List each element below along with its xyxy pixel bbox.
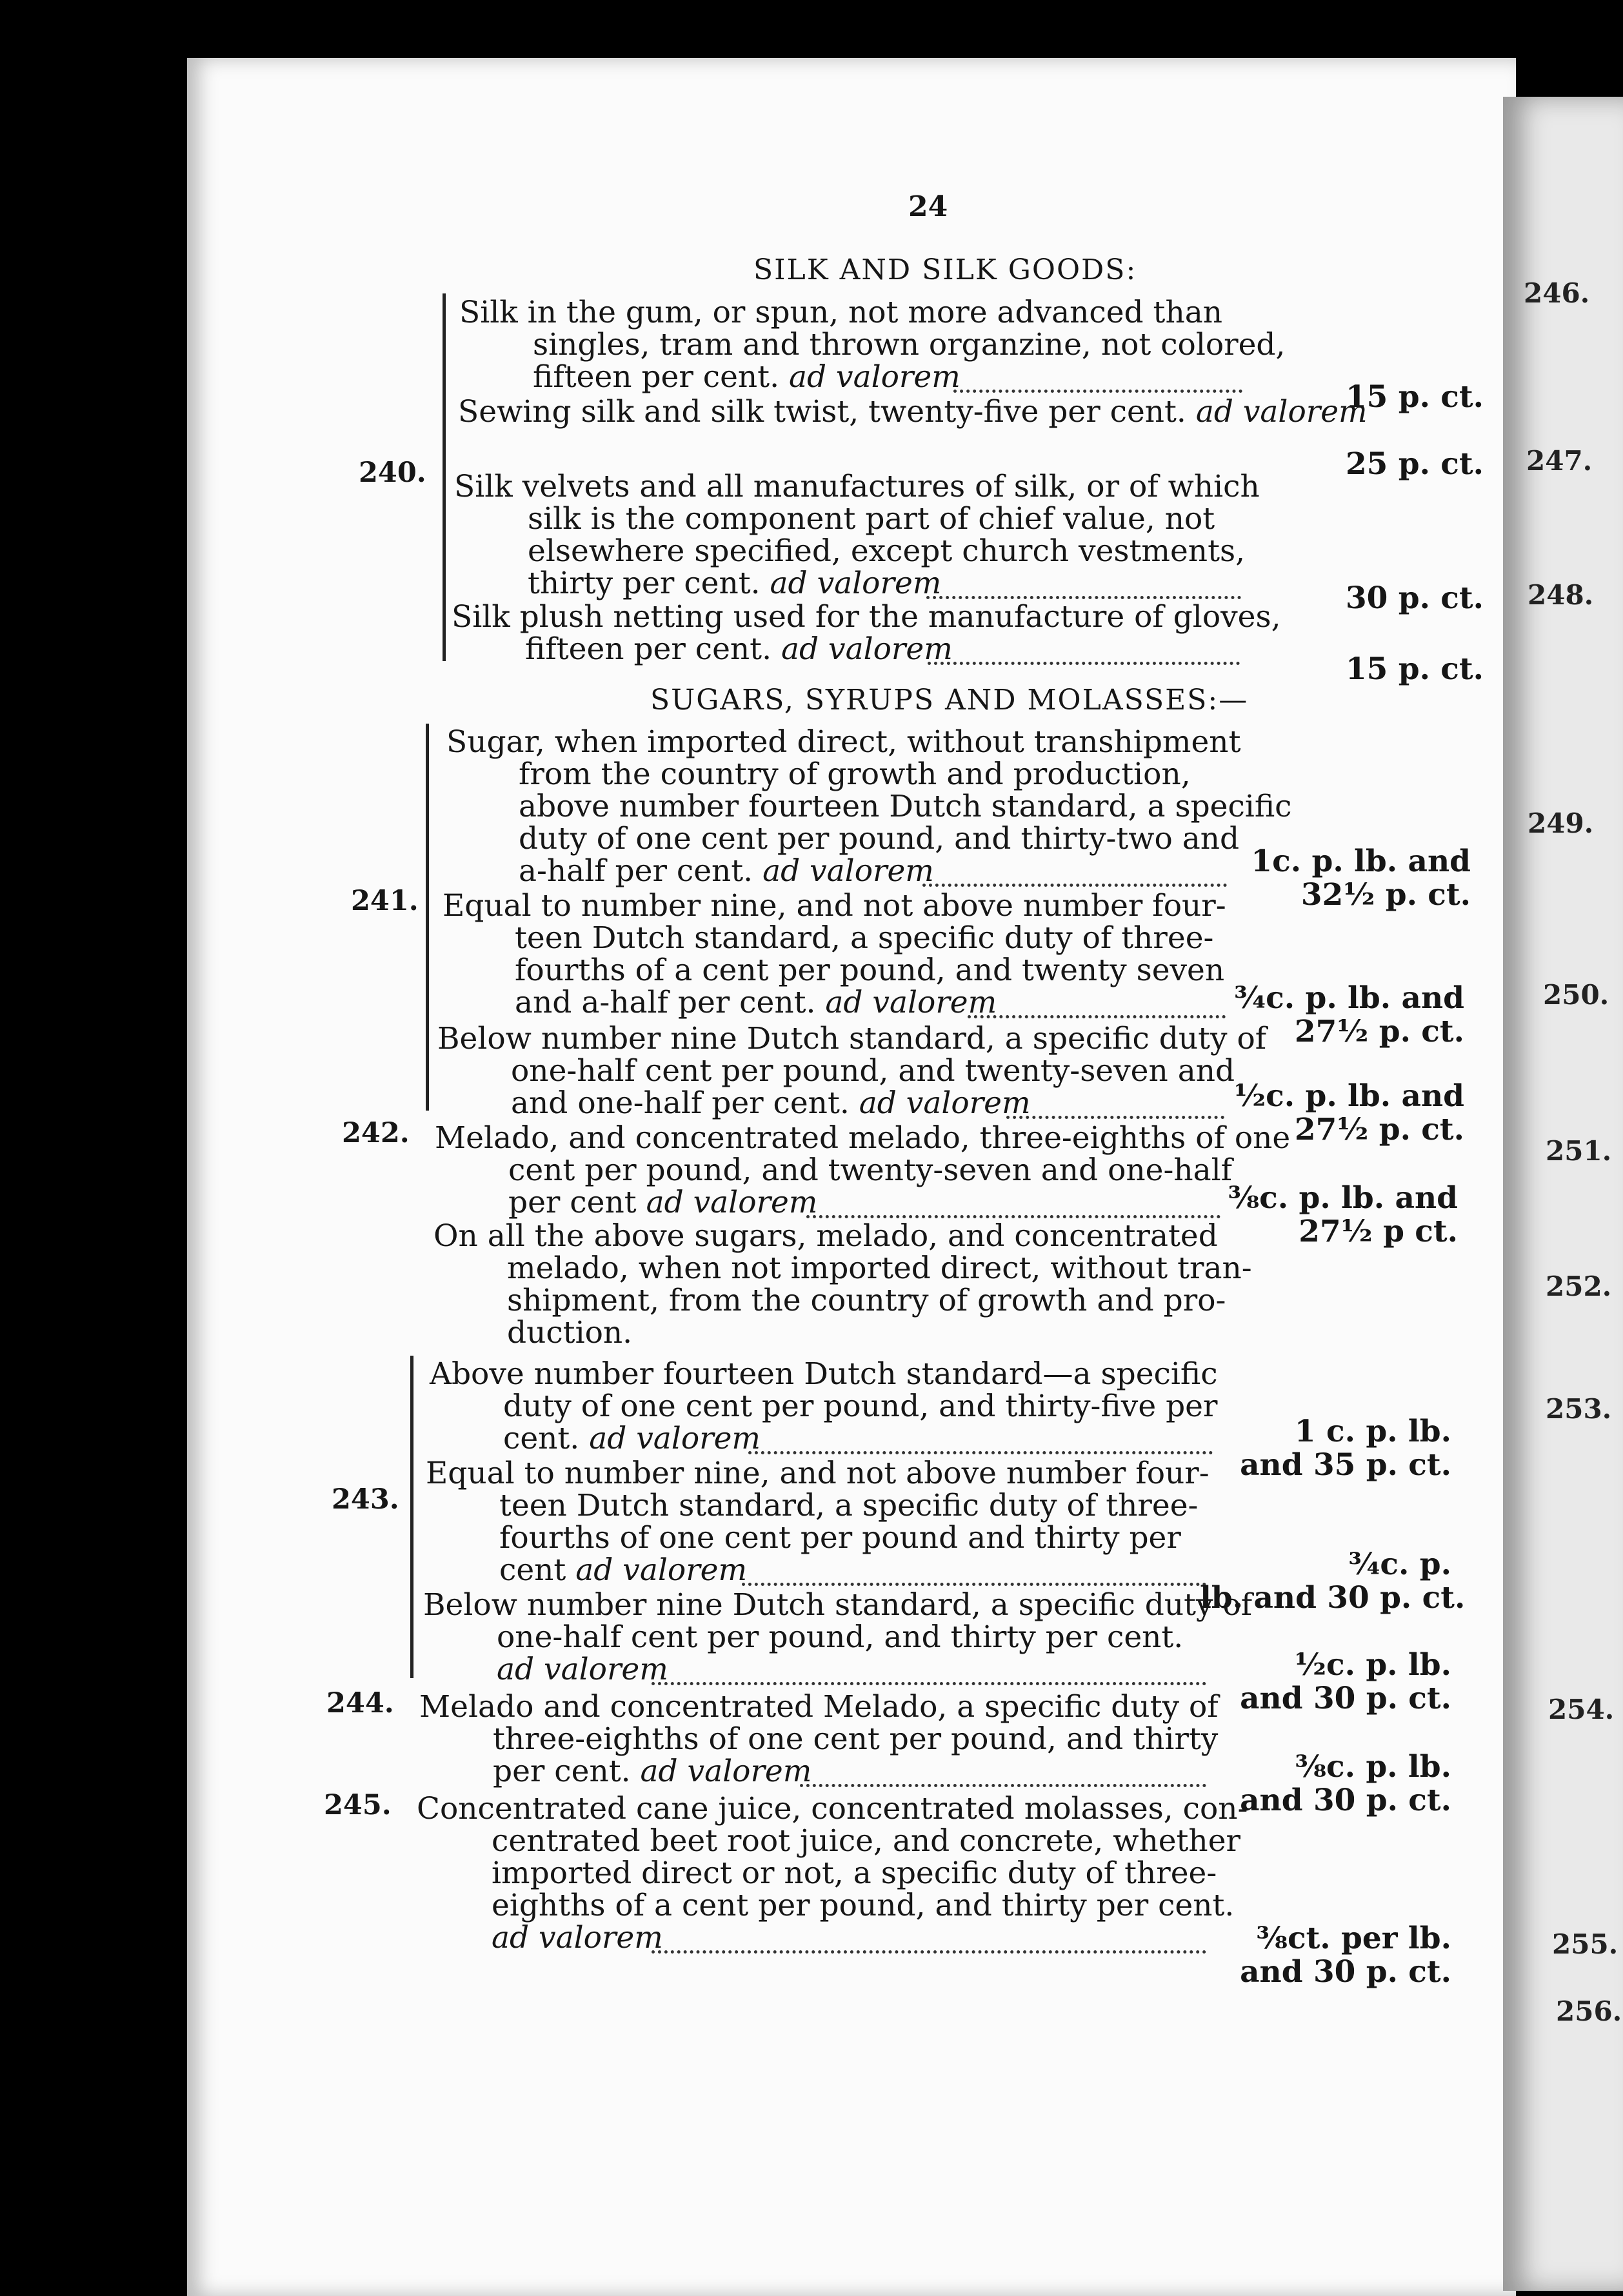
rate-244-2: and 30 p. ct. (1240, 1783, 1451, 1818)
text-241a-2: from the country of growth and production, (519, 757, 1191, 792)
text-241b-3: fourths of a cent per pound, and twenty seven (515, 953, 1225, 988)
rate-243a-2: and 35 p. ct. (1240, 1447, 1451, 1483)
text-241c-1: Below number nine Dutch standard, a specific duty of (437, 1021, 1267, 1056)
text-244-1: Melado and concentrated Melado, a specific duty of (419, 1689, 1219, 1725)
brace-240 (443, 293, 446, 661)
leader-243c (652, 1682, 1206, 1685)
text-243b-3: fourths of one cent per pound and thirty per (499, 1520, 1181, 1556)
text-245-3: imported direct or not, a specific duty of three- (492, 1856, 1217, 1891)
edge-number-253: 253. (1546, 1393, 1612, 1425)
heading-silk: SILK AND SILK GOODS: (753, 253, 1137, 286)
rate-240c: 30 p. ct. (1345, 580, 1484, 616)
leader-243a (748, 1451, 1213, 1454)
rate-243c-1: ½c. p. lb. (1294, 1647, 1451, 1683)
edge-number-251: 251. (1546, 1135, 1612, 1167)
edge-number-248: 248. (1528, 579, 1594, 611)
edge-number-246: 246. (1524, 277, 1590, 309)
text-240b-1: Sewing silk and silk twist, twenty-five per cent. ad valorem (458, 394, 1368, 430)
text-243b-2: teen Dutch standard, a specific duty of three- (499, 1488, 1199, 1523)
edge-number-250: 250. (1543, 979, 1609, 1011)
brace-243 (410, 1356, 413, 1678)
text-243c-1: Below number nine Dutch standard, a specific duty of (423, 1587, 1253, 1623)
text-241c-2: one-half cent per pound, and twenty-seven and (511, 1053, 1235, 1089)
item-number-240: 240. (359, 457, 426, 489)
rate-242-1: ⅜c. p. lb. and (1228, 1180, 1458, 1216)
item-number-244: 244. (326, 1687, 394, 1719)
item-number-241: 241. (351, 885, 419, 917)
text-245-5: ad valorem (492, 1920, 663, 1955)
text-242-note-2: melado, when not imported direct, without tran- (507, 1251, 1252, 1286)
text-240d-1: Silk plush netting used for the manufacture of gloves, (452, 599, 1281, 635)
text-243c-2: one-half cent per pound, and thirty per cent. (497, 1619, 1184, 1655)
brace-241 (426, 724, 429, 1111)
text-241b-2: teen Dutch standard, a specific duty of three- (515, 920, 1214, 956)
text-241a-5: a-half per cent. ad valorem (519, 853, 934, 889)
edge-number-252: 252. (1546, 1271, 1612, 1302)
edge-number-256: 256. (1556, 1995, 1622, 2027)
text-240a-2: singles, tram and thrown organzine, not colored, (533, 327, 1286, 362)
rate-241a-2: 32½ p. ct. (1300, 877, 1471, 913)
text-243a-2: duty of one cent per pound, and thirty-five per (503, 1389, 1218, 1424)
item-number-245: 245. (324, 1789, 392, 1821)
rate-241c-2: 27½ p. ct. (1294, 1112, 1464, 1147)
text-245-4: eighths of a cent per pound, and thirty per cent. (492, 1888, 1235, 1923)
rate-240b: 25 p. ct. (1345, 446, 1484, 482)
leader-241a (922, 884, 1227, 887)
text-240c-4: thirty per cent. ad valorem (528, 566, 942, 601)
text-242-note-4: duction. (507, 1315, 633, 1351)
text-243a-3: cent. ad valorem (503, 1421, 761, 1456)
text-241a-3: above number fourteen Dutch standard, a specific (519, 789, 1292, 824)
text-242-note-3: shipment, from the country of growth and pro- (507, 1283, 1226, 1318)
edge-number-254: 254. (1548, 1694, 1615, 1725)
leader-240d (928, 662, 1240, 665)
text-242-1: Melado, and concentrated melado, three-eighths of one (435, 1120, 1291, 1156)
rate-241b-2: 27½ p. ct. (1294, 1014, 1464, 1049)
text-242-2: cent per pound, and twenty-seven and one-half (508, 1153, 1233, 1188)
text-245-1: Concentrated cane juice, concentrated molasses, con- (417, 1791, 1248, 1826)
text-240a-3: fifteen per cent. ad valorem (533, 359, 961, 395)
leader-240a (953, 390, 1242, 393)
text-240c-1: Silk velvets and all manufactures of silk, or of which (454, 469, 1260, 504)
text-241c-3: and one-half per cent. ad valorem (511, 1085, 1031, 1121)
rate-243a-1: 1 c. p. lb. (1294, 1414, 1451, 1449)
leader-241b (968, 1015, 1226, 1018)
edge-number-255: 255. (1552, 1928, 1618, 1960)
text-240c-3: elsewhere specified, except church vestments, (528, 533, 1246, 569)
text-243b-1: Equal to number nine, and not above number four- (426, 1456, 1210, 1491)
text-241a-1: Sugar, when imported direct, without transhipment (446, 724, 1241, 760)
next-page-edge (1503, 97, 1623, 2291)
text-240c-2: silk is the component part of chief value, not (528, 501, 1215, 537)
leader-244 (800, 1784, 1206, 1787)
text-243c-3: ad valorem (497, 1652, 668, 1687)
text-242-note-1: On all the above sugars, melado, and concentrated (433, 1218, 1218, 1254)
rate-245-1: ⅜ct. per lb. (1256, 1921, 1451, 1956)
rate-243b-2: lb. and 30 p. ct. (1200, 1580, 1466, 1616)
text-245-2: centrated beet root juice, and concrete, whether (492, 1823, 1240, 1859)
text-243b-4: cent ad valorem (499, 1552, 748, 1588)
text-244-3: per cent. ad valorem (493, 1754, 812, 1789)
text-243a-1: Above number fourteen Dutch standard—a specific (430, 1356, 1218, 1392)
item-number-242: 242. (342, 1117, 410, 1149)
rate-241a-1: 1c. p. lb. and (1251, 844, 1471, 879)
leader-243b (742, 1583, 1206, 1586)
leader-241c (1006, 1116, 1224, 1119)
edge-number-249: 249. (1528, 807, 1594, 839)
edge-number-247: 247. (1526, 445, 1593, 477)
text-240a-1: Silk in the gum, or spun, not more advanced than (459, 295, 1223, 330)
rate-242-2: 27½ p ct. (1299, 1214, 1458, 1249)
rate-240d: 15 p. ct. (1345, 651, 1484, 687)
rate-243b-1: ¾c. p. (1348, 1547, 1451, 1582)
heading-sugars: SUGARS, SYRUPS AND MOLASSES:— (650, 684, 1249, 717)
text-240d-2: fifteen per cent. ad valorem (525, 631, 953, 667)
rate-241c-1: ½c. p. lb. and (1234, 1078, 1464, 1114)
rate-243c-2: and 30 p. ct. (1240, 1681, 1451, 1716)
item-number-243: 243. (332, 1483, 399, 1516)
rate-245-2: and 30 p. ct. (1240, 1954, 1451, 1990)
rate-244-1: ⅜c. p. lb. (1295, 1749, 1451, 1785)
text-244-2: three-eighths of one cent per pound, and thirty (493, 1721, 1219, 1757)
leader-245 (652, 1950, 1206, 1954)
text-241b-4: and a-half per cent. ad valorem (515, 985, 997, 1020)
rate-240a: 15 p. ct. (1345, 379, 1484, 415)
text-241b-1: Equal to number nine, and not above number four- (443, 888, 1226, 924)
text-241a-4: duty of one cent per pound, and thirty-two and (519, 821, 1240, 856)
page-number: 24 (908, 190, 948, 223)
rate-241b-1: ¾c. p. lb. and (1234, 980, 1464, 1016)
text-242-3: per cent ad valorem (508, 1185, 818, 1220)
